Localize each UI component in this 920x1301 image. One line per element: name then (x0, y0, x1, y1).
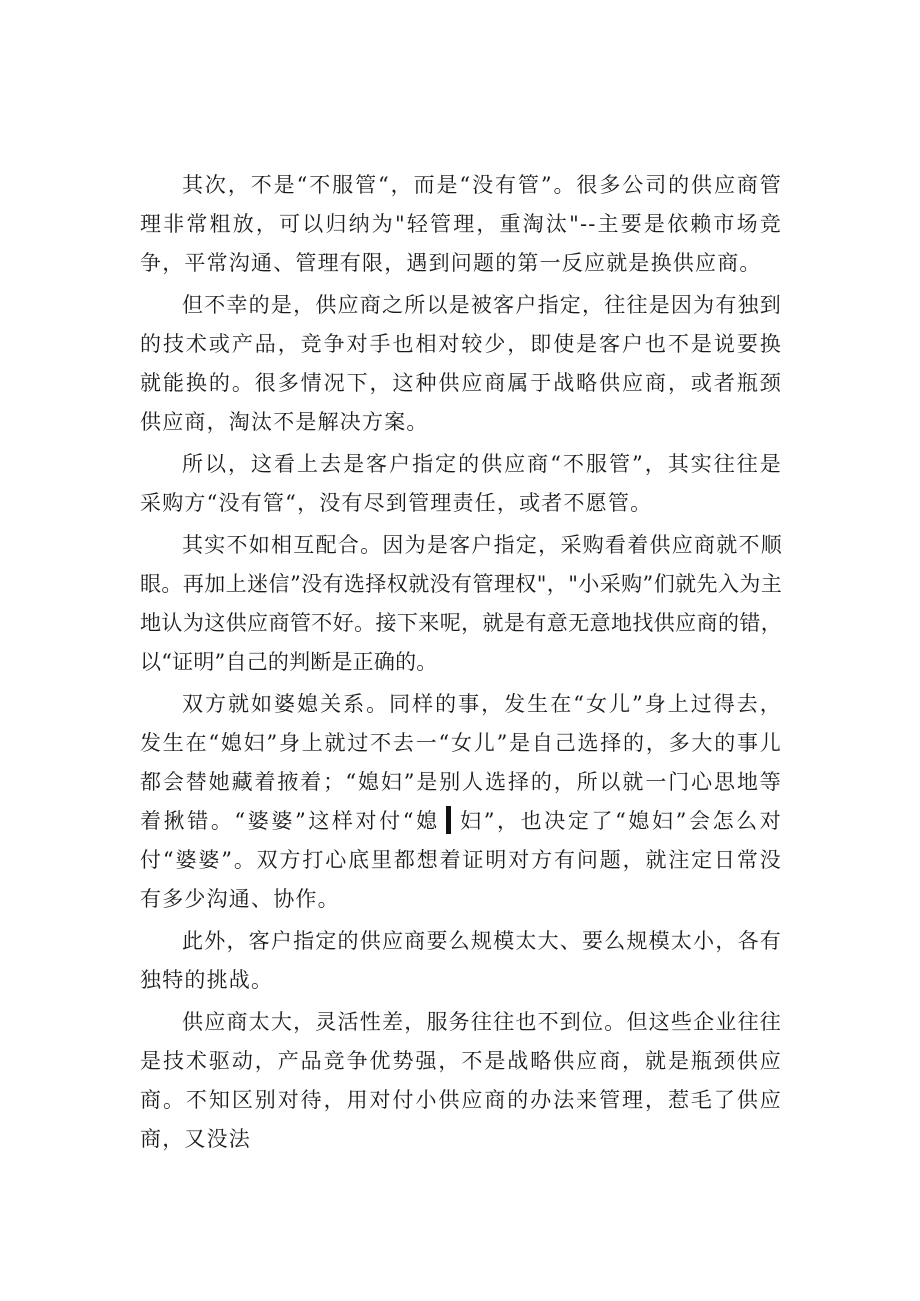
paragraph-designated-supplier: 但不幸的是，供应商之所以是被客户指定，往往是因为有独到的技术或产品，竞争对手也相对较少，即使是客户也不是说要换就能换的。很多情况下，这种供应商属于战略供应商，或者瓶颈供应商，淘汰不是解决方案。 (140, 293, 782, 434)
text-cursor (446, 806, 451, 834)
paragraph-unmanaged: 其次，不是“不服管“，而是“没有管”。很多公司的供应商管理非常粗放，可以归纳为"轻管理，重淘汰"--主要是依赖市场竞争，平常沟通、管理有限，遇到问题的第一反应就是换供应商。 (140, 173, 782, 275)
article-body (140, 166, 782, 1159)
paragraph-cooperation: 其实不如相互配合。因为是客户指定，采购看着供应商就不顺眼。再加上迷信”没有选择权就没有管理权"，"小采购”们就先入为主地认为这供应商管不好。接下来呢，就是有意无意地找供应商的错，以“证明”自己的判断是正确的。 (140, 533, 782, 674)
paragraph-in-law-analogy (140, 685, 782, 919)
paragraph-in-law-analogy-part-1: 双方就如婆媳关系。同样的事，发生在“女儿”身上过得去，发生在“媳妇”身上就过不去一“女儿”是自己选择的，多大的事儿都会替她藏着掖着；“媳妇”是别人选择的，所以就一门心思地等着揪错。“婆婆”这样对付“媳 (140, 692, 782, 833)
paragraph-large-supplier: 供应商太大，灵活性差，服务往往也不到位。但这些企业往往是技术驱动，产品竞争优势强，不是战略供应商，就是瓶颈供应商。不知区别对待，用对付小供应商的办法来管理，惹毛了供应商，又没法 (140, 1010, 782, 1151)
paragraph-buyer-side: 所以，这看上去是客户指定的供应商“不服管”，其实往往是采购方“没有管“，没有尽到管理责任，或者不愿管。 (140, 452, 782, 515)
paragraph-in-law-analogy-part-2: 妇”，也决定了“媳妇”会怎么对付“婆婆”。双方打心底里都想着证明对方有问题，就注定日常没有多少沟通、协作。 (140, 809, 782, 911)
paragraph-scale-challenges: 此外，客户指定的供应商要么规模太大、要么规模太小，各有独特的挑战。 (140, 929, 782, 992)
